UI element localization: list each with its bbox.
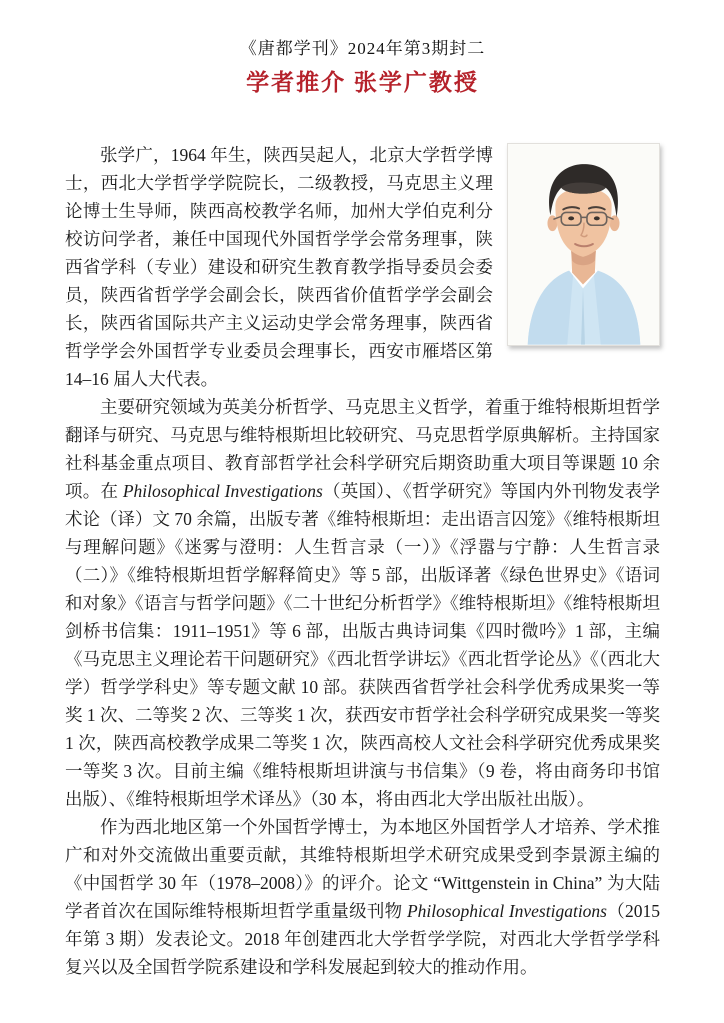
paragraph-bio: 张学广，1964 年生，陕西吴起人，北京大学哲学博士，西北大学哲学学院院长，二级教授，马克思主义理论博士生导师，陕西高校教学名师，加州大学伯克利分校访问学者，兼任中国现代外国哲学学会常务理事，陕西省学科（专业）建设和研究生教育教学指导委员会委员，陕西省哲学学会副会长，陕西省价值哲学学会副会长，陕西省国际共产主义运动史学会常务理事，陕西省哲学学会外国哲学专业委员会理事长，西安市雁塔区第 14–16 届人大代表。 xyxy=(65,145,493,389)
article-body xyxy=(65,141,660,981)
paragraph-research: 主要研究领域为英美分析哲学、马克思主义哲学，着重于维特根斯坦哲学翻译与研究、马克思与维特根斯坦比较研究、马克思哲学原典解析。主持国家社科基金重点项目、教育部哲学社会科学研究后期资助重大项目等课题 10 余项。在 Philosophical Investigations（英国）、《哲学研究》等国内外刊物发表学术论（译）文 70 余篇，出版专著《维特根斯坦：走出语言囚笼》《维特根斯坦与理解问题》《迷雾与澄明：人生哲言录（一）》《浮嚣与宁静：人生哲言录（二）》《维特根斯坦哲学解释简史》等 5 部，出版译著《绿色世界史》《语词和对象》《语言与哲学问题》《二十世纪分析哲学》《维特根斯坦》《维特根斯坦剑桥书信集：1911–1951》等 6 部，出版古典诗词集《四时微吟》1 部，主编《马克思主义理论若干问题研究》《西北哲学讲坛》《西北哲学论丛》《（西北大学）哲学学科史》等专题文献 10 部。获陕西省哲学社会科学优秀成果奖一等奖 1 次、二等奖 2 次、三等奖 1 次，获西安市哲学社会科学研究成果奖一等奖 1 次，陕西高校教学成果二等奖 1 次，陕西高校人文社会科学研究优秀成果奖一等奖 3 次。目前主编《维特根斯坦讲演与书信集》（9 卷，将由商务印书馆出版）、《维特根斯坦学术译丛》（30 本，将由西北大学出版社出版）。 xyxy=(65,397,661,809)
paragraph-impact: 作为西北地区第一个外国哲学博士，为本地区外国哲学人才培养、学术推广和对外交流做出重要贡献，其维特根斯坦学术研究成果受到李景源主编的《中国哲学 30 年（1978–2008）》的评介。论文 “Wittgenstein in China” 为大陆学者首次在国际维特根斯坦哲学重量级刊物 Philosophical Investigations（2015 年第 3 期）发表论文。2018 年创建西北大学哲学学院，对西北大学哲学学科复兴以及全国哲学院系建设和学科发展起到较大的推动作用。 xyxy=(65,817,661,977)
page-title: 学者推介 张学广教授 xyxy=(246,70,479,95)
portrait-photo-graphic xyxy=(508,144,659,345)
journal-issue-line: 《唐都学刊》2024年第3期封二 xyxy=(239,39,486,58)
portrait-photo xyxy=(507,143,660,346)
